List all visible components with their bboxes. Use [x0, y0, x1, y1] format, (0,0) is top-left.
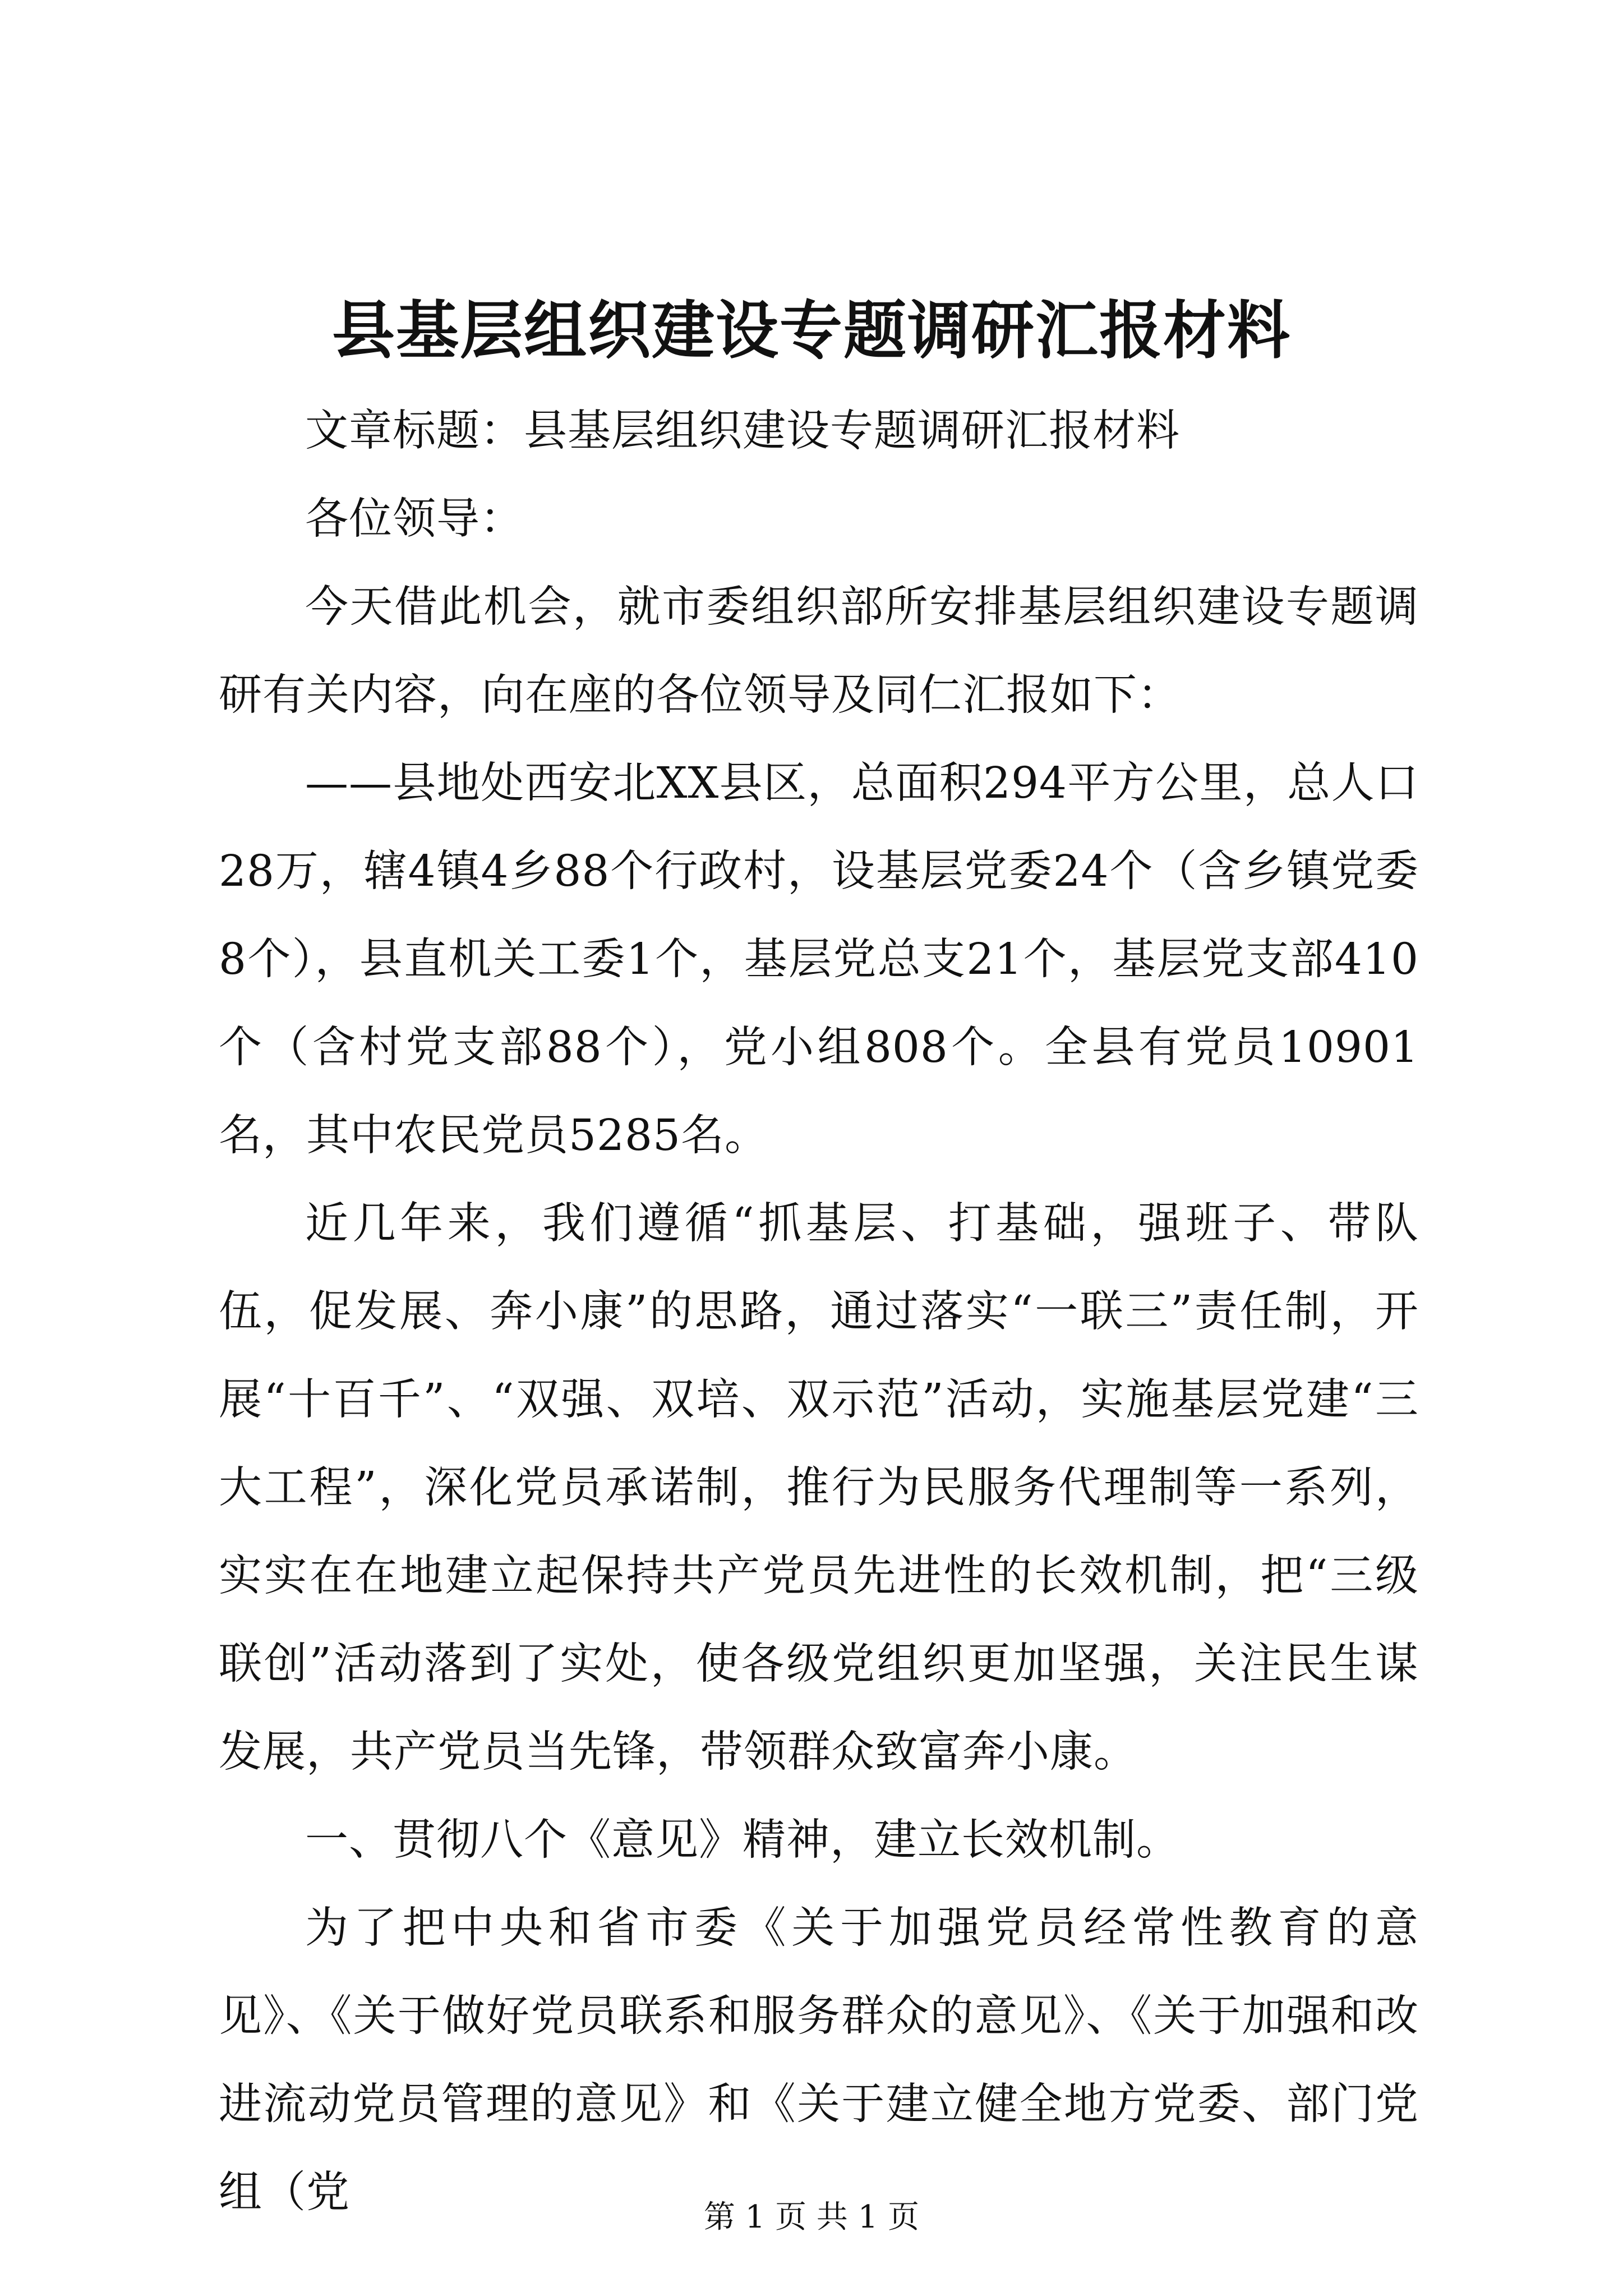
paragraph-salutation: 各位领导： [305, 494, 524, 544]
paragraph-article-title: 文章标题：县基层组织建设专题调研汇报材料 [305, 406, 1180, 456]
paragraph-intro: 今天借此机会，就市委组织部所安排基层组织建设专题调研有关内容，向在座的各位领导及同仁汇报如下： [219, 582, 1419, 720]
paragraph-county-overview: ——县地处西安北XX县区，总面积294平方公里，总人口28万，辖4镇4乡88个行政村，设基层党委24个（含乡镇党委8个），县直机关工委1个，基层党总支21个，基层党支部410个（含村党支部88个），党小组808个。全县有党员10901名，其中农民党员5285名。 [219, 758, 1419, 1161]
document-title: 县基层组织建设专题调研汇报材料 [332, 294, 1291, 367]
page-footer: 第 1 页 共 1 页 [703, 2199, 920, 2235]
paragraph-section-body: 为了把中央和省市委《关于加强党员经常性教育的意见》、《关于做好党员联系和服务群众的意见》、《关于加强和改进流动党员管理的意见》和《关于建立健全地方党委、部门党组（党 [219, 1903, 1419, 2217]
paragraph-section-heading: 一、贯彻八个《意见》精神，建立长效机制。 [305, 1815, 1180, 1865]
paragraph-recent-work: 近几年来，我们遵循“抓基层、打基础，强班子、带队伍，促发展、奔小康”的思路，通过落实“一联三”责任制，开展“十百千”、“双强、双培、双示范”活动，实施基层党建“三大工程”，深化党员承诺制，推行为民服务代理制等一系列，实实在在地建立起保持共产党员先进性的长效机制，把“三级联创”活动落到了实处，使各级党组织更加坚强，关注民生谋发展，共产党员当先锋，带领群众致富奔小康。 [219, 1199, 1419, 1777]
document-body [219, 387, 1419, 2237]
